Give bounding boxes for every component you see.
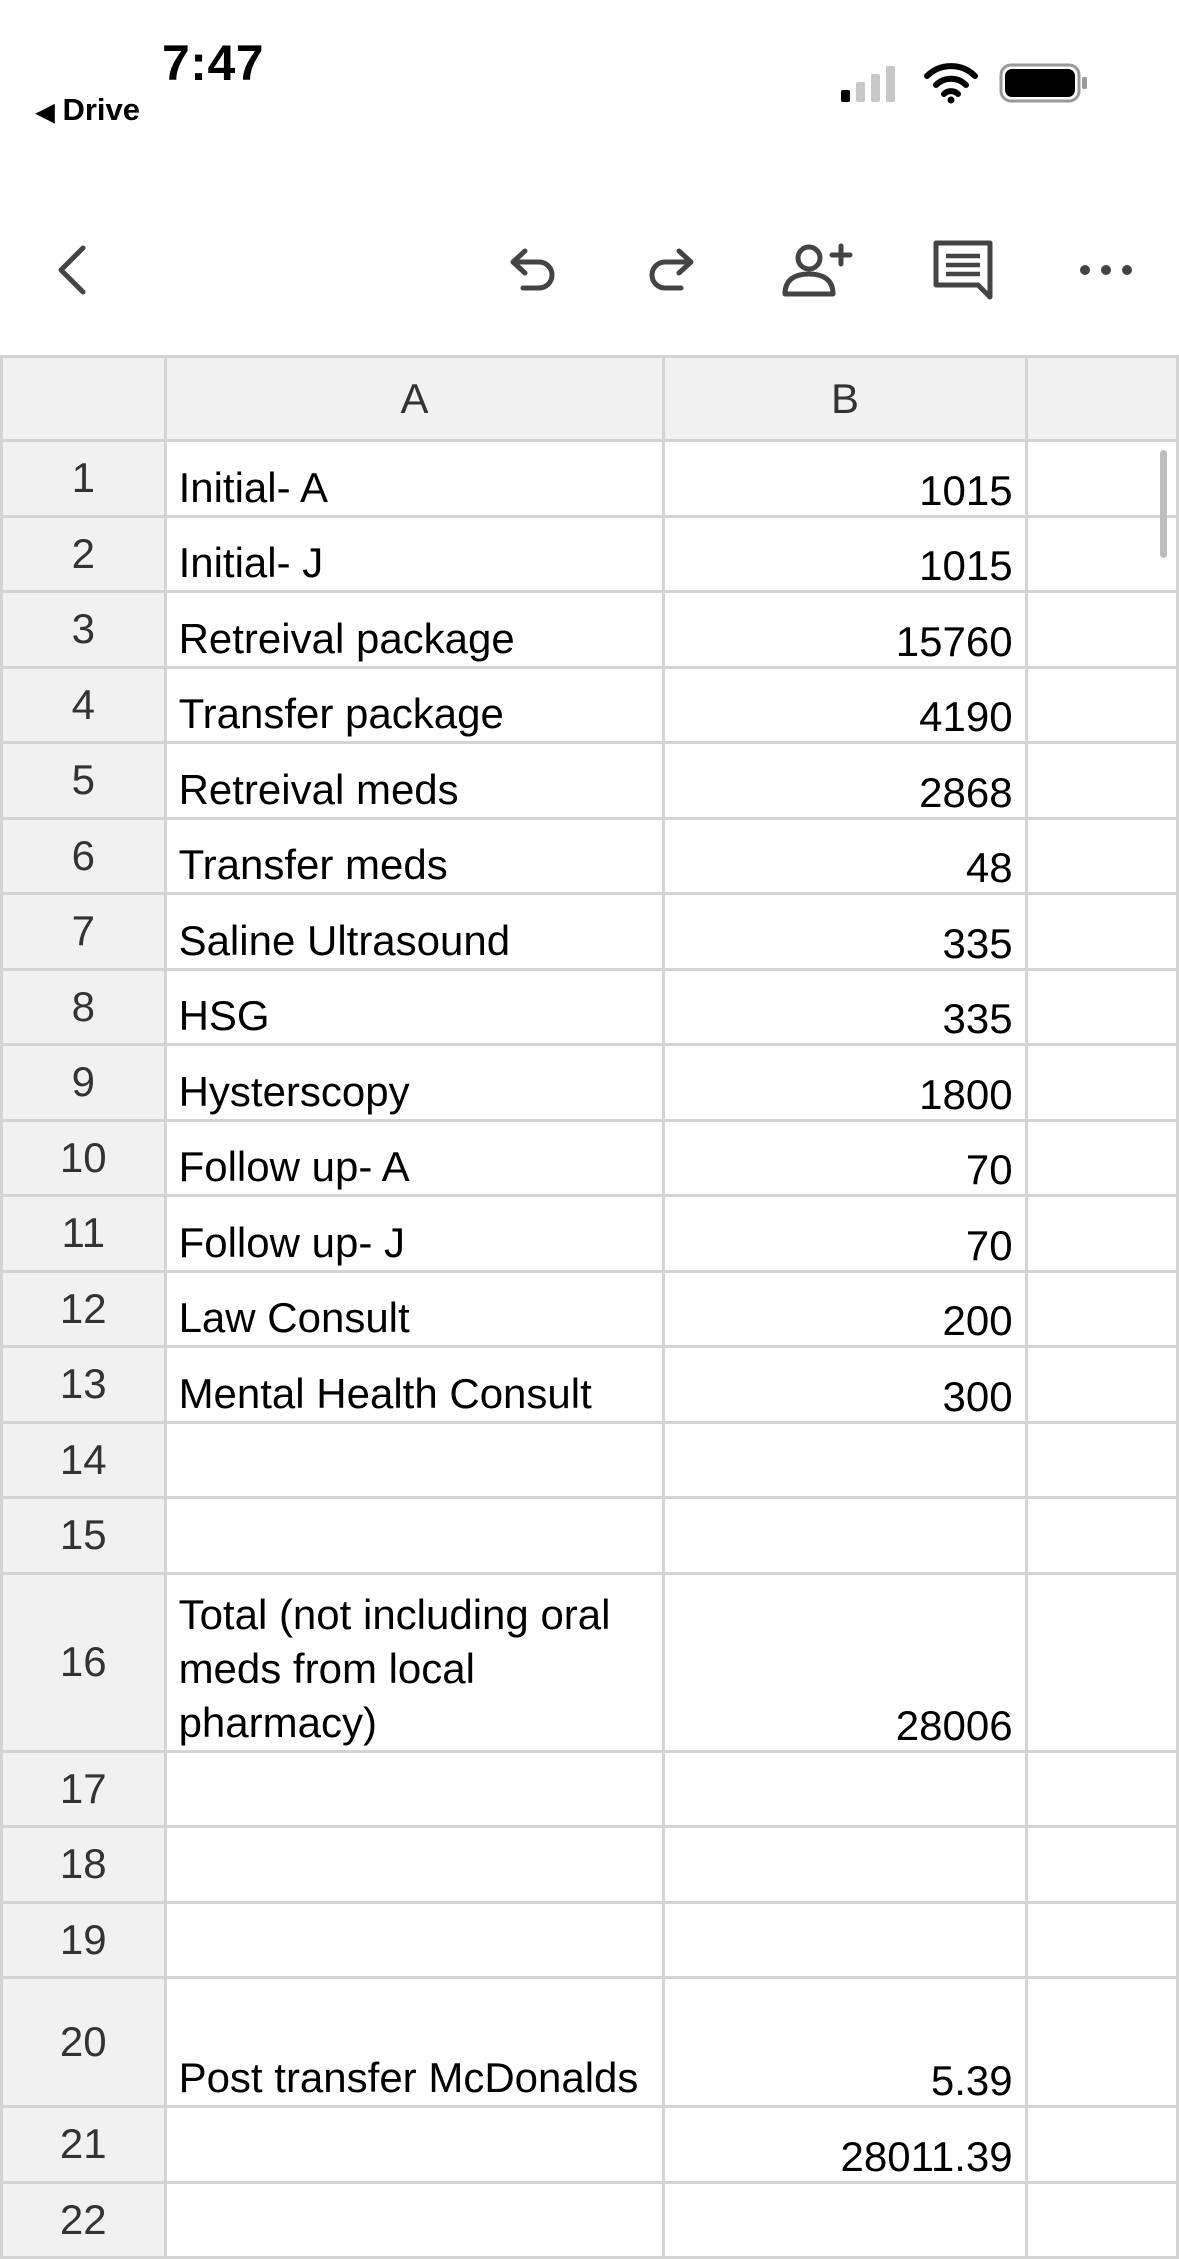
table-row — [2, 818, 1178, 894]
cell-a[interactable]: Law Consult — [165, 1271, 664, 1347]
table-row — [2, 1347, 1178, 1423]
cell-c[interactable] — [1026, 1120, 1177, 1196]
cell-b[interactable]: 300 — [664, 1347, 1026, 1423]
cell-b[interactable]: 335 — [664, 969, 1026, 1045]
row-number[interactable]: 8 — [2, 969, 166, 1045]
cell-c[interactable] — [1026, 1347, 1177, 1423]
row-number[interactable]: 4 — [2, 667, 166, 743]
cell-b[interactable]: 1800 — [664, 1045, 1026, 1121]
cell-a[interactable]: HSG — [165, 969, 664, 1045]
cell-c[interactable] — [1026, 2182, 1177, 2258]
cell-b[interactable]: 28006 — [664, 1573, 1026, 1751]
cell-b[interactable] — [664, 1422, 1026, 1498]
cell-a[interactable]: Initial- J — [165, 516, 664, 592]
status-bar — [0, 0, 1179, 140]
cell-c[interactable] — [1026, 1978, 1177, 2107]
table-row — [2, 743, 1178, 819]
redo-icon[interactable] — [633, 230, 713, 310]
table-row — [2, 1422, 1178, 1498]
cell-a[interactable] — [165, 2107, 664, 2183]
cell-b[interactable] — [664, 1827, 1026, 1903]
cell-a[interactable]: Transfer package — [165, 667, 664, 743]
cell-c[interactable] — [1026, 743, 1177, 819]
cell-c[interactable] — [1026, 1751, 1177, 1827]
column-header-b[interactable]: B — [664, 357, 1026, 441]
cell-b[interactable]: 28011.39 — [664, 2107, 1026, 2183]
spreadsheet-grid[interactable] — [0, 355, 1179, 2243]
cellular-signal-icon — [839, 64, 903, 104]
table-row — [2, 1498, 1178, 1574]
cell-c[interactable] — [1026, 441, 1177, 517]
cell-b[interactable]: 70 — [664, 1196, 1026, 1272]
row-number[interactable]: 16 — [2, 1573, 166, 1751]
cell-b[interactable]: 2868 — [664, 743, 1026, 819]
table-row — [2, 1271, 1178, 1347]
column-header-a[interactable]: A — [165, 357, 664, 441]
row-number[interactable]: 14 — [2, 1422, 166, 1498]
row-number[interactable]: 17 — [2, 1751, 166, 1827]
row-number[interactable]: 10 — [2, 1120, 166, 1196]
cell-b[interactable]: 200 — [664, 1271, 1026, 1347]
cell-b[interactable]: 70 — [664, 1120, 1026, 1196]
cell-c[interactable] — [1026, 1902, 1177, 1978]
table-row — [2, 1196, 1178, 1272]
row-number[interactable]: 15 — [2, 1498, 166, 1574]
cell-b[interactable]: 335 — [664, 894, 1026, 970]
cell-c[interactable] — [1026, 1573, 1177, 1751]
cell-a[interactable] — [165, 1751, 664, 1827]
cell-c[interactable] — [1026, 1422, 1177, 1498]
cell-c[interactable] — [1026, 1045, 1177, 1121]
cell-c[interactable] — [1026, 969, 1177, 1045]
cell-c[interactable] — [1026, 894, 1177, 970]
sheet-table — [0, 355, 1179, 2259]
cell-b[interactable]: 15760 — [664, 592, 1026, 668]
table-row — [2, 1120, 1178, 1196]
system-icons — [839, 60, 1179, 110]
status-time: 7:47 — [162, 35, 265, 91]
cell-c[interactable] — [1026, 592, 1177, 668]
undo-icon[interactable] — [491, 230, 571, 310]
cell-a[interactable]: Mental Health Consult — [165, 1347, 664, 1423]
cell-a[interactable]: Transfer meds — [165, 818, 664, 894]
row-number[interactable]: 7 — [2, 894, 166, 970]
table-row — [2, 2107, 1178, 2183]
cell-b[interactable]: 4190 — [664, 667, 1026, 743]
back-to-drive-link[interactable] — [36, 92, 140, 128]
table-row — [2, 1751, 1178, 1827]
column-header-c[interactable] — [1026, 357, 1177, 441]
cell-a[interactable]: Retreival package — [165, 592, 664, 668]
cell-a[interactable] — [165, 1498, 664, 1574]
wifi-icon — [923, 62, 979, 104]
chevron-left-icon[interactable] — [32, 230, 112, 310]
battery-icon — [999, 62, 1089, 104]
cell-a[interactable]: Follow up- A — [165, 1120, 664, 1196]
row-number[interactable]: 13 — [2, 1347, 166, 1423]
toolbar — [0, 200, 1179, 335]
cell-c[interactable] — [1026, 818, 1177, 894]
row-number[interactable]: 18 — [2, 1827, 166, 1903]
cell-c[interactable] — [1026, 2107, 1177, 2183]
row-number[interactable]: 22 — [2, 2182, 166, 2258]
row-number[interactable]: 20 — [2, 1978, 166, 2107]
cell-a[interactable] — [165, 1422, 664, 1498]
vertical-scrollbar[interactable] — [1160, 450, 1167, 558]
row-number[interactable]: 12 — [2, 1271, 166, 1347]
cell-b[interactable] — [664, 1751, 1026, 1827]
row-number[interactable]: 3 — [2, 592, 166, 668]
cell-a[interactable]: Saline Ultrasound — [165, 894, 664, 970]
table-row — [2, 969, 1178, 1045]
row-number[interactable]: 1 — [2, 441, 166, 517]
cell-c[interactable] — [1026, 667, 1177, 743]
row-number[interactable]: 19 — [2, 1902, 166, 1978]
cell-b[interactable]: 5.39 — [664, 1978, 1026, 2107]
add-person-icon[interactable] — [776, 230, 856, 310]
cell-a[interactable]: Follow up- J — [165, 1196, 664, 1272]
cell-a[interactable] — [165, 1902, 664, 1978]
cell-a[interactable]: Retreival meds — [165, 743, 664, 819]
cell-c[interactable] — [1026, 1827, 1177, 1903]
table-row — [2, 441, 1178, 517]
select-all-corner[interactable] — [2, 357, 166, 441]
table-row — [2, 1827, 1178, 1903]
table-row — [2, 1045, 1178, 1121]
cell-a[interactable] — [165, 1827, 664, 1903]
cell-a[interactable] — [165, 2182, 664, 2258]
row-number[interactable]: 2 — [2, 516, 166, 592]
table-row — [2, 2182, 1178, 2258]
cell-a[interactable]: Hysterscopy — [165, 1045, 664, 1121]
cell-a[interactable]: Initial- A — [165, 441, 664, 517]
table-row — [2, 1902, 1178, 1978]
cell-c[interactable] — [1026, 1196, 1177, 1272]
row-number[interactable]: 21 — [2, 2107, 166, 2183]
cell-b[interactable]: 1015 — [664, 441, 1026, 517]
cell-b[interactable] — [664, 1498, 1026, 1574]
row-number[interactable]: 9 — [2, 1045, 166, 1121]
table-row — [2, 667, 1178, 743]
back-app-label: Drive — [62, 92, 141, 127]
table-row — [2, 1978, 1178, 2107]
cell-b[interactable] — [664, 2182, 1026, 2258]
back-triangle-icon: ◀ — [36, 99, 55, 126]
table-row — [2, 894, 1178, 970]
row-number[interactable]: 11 — [2, 1196, 166, 1272]
more-options-icon[interactable] — [1066, 230, 1146, 310]
column-header-row — [2, 357, 1178, 441]
table-row — [2, 516, 1178, 592]
table-row — [2, 592, 1178, 668]
table-row — [2, 1573, 1178, 1751]
cell-c[interactable] — [1026, 1271, 1177, 1347]
row-number[interactable]: 5 — [2, 743, 166, 819]
row-number[interactable]: 6 — [2, 818, 166, 894]
cell-b[interactable]: 48 — [664, 818, 1026, 894]
cell-b[interactable]: 1015 — [664, 516, 1026, 592]
cell-c[interactable] — [1026, 1498, 1177, 1574]
cell-a[interactable]: Total (not including oral meds from local pharmacy) — [165, 1573, 664, 1751]
cell-c[interactable] — [1026, 516, 1177, 592]
comment-icon[interactable] — [923, 230, 1003, 310]
cell-b[interactable] — [664, 1902, 1026, 1978]
cell-a[interactable]: Post transfer McDonalds — [165, 1978, 664, 2107]
